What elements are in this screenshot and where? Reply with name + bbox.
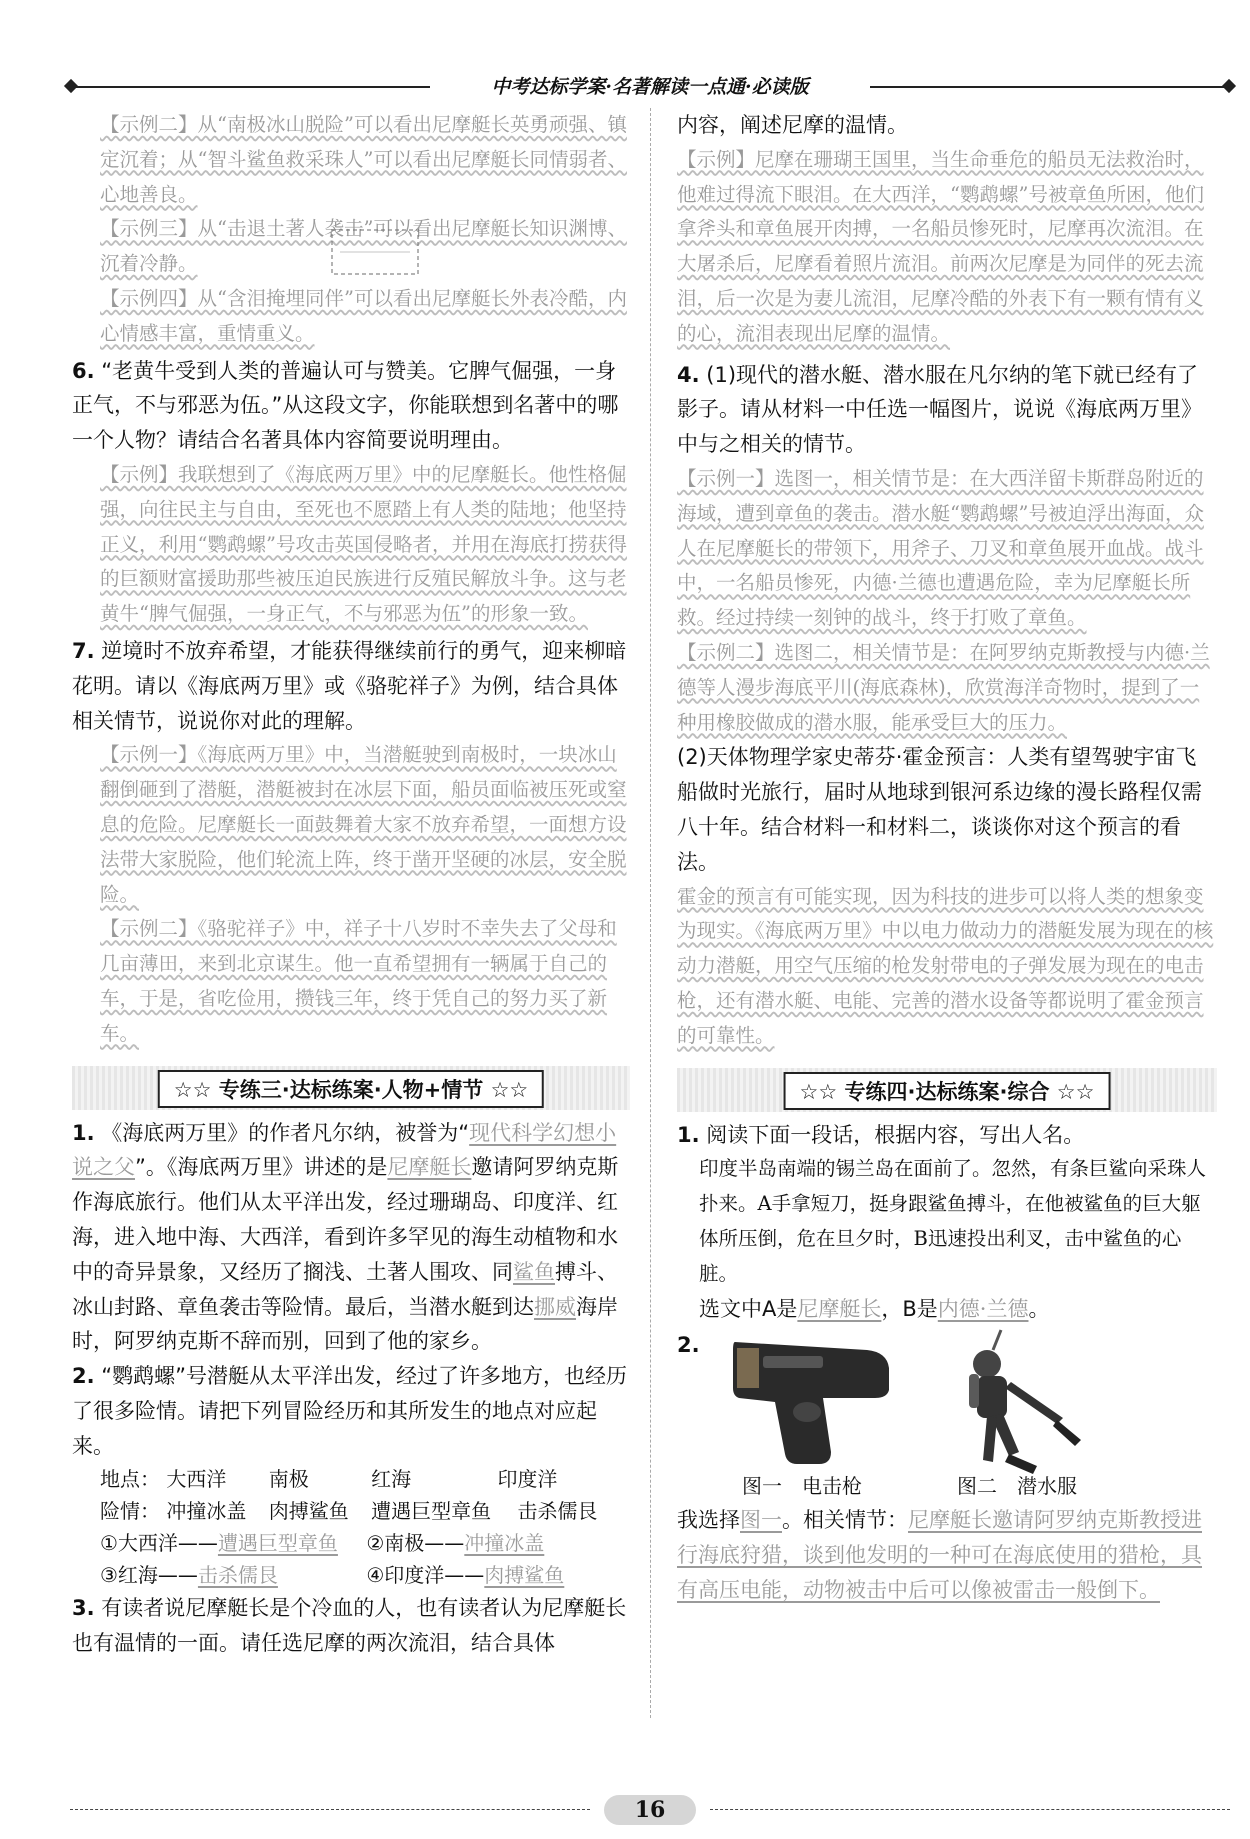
- s3-question-2: [72, 1359, 630, 1463]
- stamp-icon: [330, 228, 420, 276]
- s4-passage: 印度半岛南端的锡兰岛在面前了。忽然，有条巨鲨向采珠人扑来。A手拿短刀，挺身跟鲨鱼搏斗，在他被鲨鱼的巨大躯体所压倒，危在旦夕时，B迅速投出利叉，击中鲨鱼的心脏。: [699, 1157, 1207, 1285]
- q4-answer-example1: 【示例一】选图一，相关情节是：在大西洋留卡斯群岛附近的海域，遭到章鱼的袭击。潜水艇“鹦鹉螺”号被迫浮出海面，众人在尼摩艇长的带领下，用斧子、刀叉和章鱼展开血战。战斗中，一名船员惨死，内德·兰德也遭遇危险，幸为尼摩艇长所救。经过持续一刻钟的战斗，终于打败了章鱼。: [677, 466, 1204, 630]
- question-number: 3.: [72, 1596, 95, 1621]
- fill-blank: 图一: [740, 1508, 782, 1533]
- right-column: [677, 108, 1217, 1608]
- q5-answer-example4: 【示例四】从“含泪掩埋同伴”可以看出尼摩艇长外表冷酷，内心情感丰富，重情重义。: [100, 286, 627, 345]
- question-text: 有读者说尼摩艇长是个冷血的人，也有读者认为尼摩艇长也有温情的一面。请任选尼摩的两次流泪，结合具体: [72, 1596, 627, 1656]
- page-number: 16: [604, 1795, 696, 1825]
- section-4-title: ☆☆ 专练四·达标练案·综合 ☆☆: [784, 1072, 1111, 1110]
- answer-text: 我选择: [677, 1508, 740, 1533]
- question-number: 4.: [677, 362, 700, 387]
- question-number: 1.: [72, 1120, 95, 1145]
- fill-blank: 冲撞冰盖: [464, 1531, 545, 1556]
- s3-question-1: [72, 1116, 630, 1360]
- fill-blank: 现代科学幻想小说之父: [72, 1120, 617, 1180]
- fill-blank: 挪威: [534, 1294, 576, 1319]
- question-text: ”。《海底两万里》讲述的是: [135, 1155, 388, 1180]
- fill-blank: 尼摩艇长: [797, 1296, 882, 1321]
- diving-suit-image: [947, 1328, 1087, 1478]
- place-item: 红海: [371, 1467, 412, 1492]
- question-text: 逆境时不放弃希望，才能获得继续前行的勇气，迎来柳暗花明。请以《海底两万里》或《骆驼祥子》为例，结合具体相关情节，说说你对此的理解。: [72, 638, 627, 733]
- column-divider: [650, 108, 651, 1718]
- place-item: 大西洋: [166, 1467, 227, 1492]
- event-item: 肉搏鲨鱼: [268, 1499, 349, 1524]
- section-3-title: ☆☆ 专练三·达标练案·人物+情节 ☆☆: [158, 1070, 544, 1108]
- match-row-2: [72, 1559, 630, 1591]
- match-label: ①大西洋——: [100, 1531, 218, 1556]
- section-3-banner: [72, 1066, 630, 1110]
- answer-text: 选文中A是: [699, 1296, 798, 1321]
- events-label: 险情：: [100, 1499, 160, 1524]
- question-number: 6.: [72, 358, 95, 383]
- footer-rule-right: [710, 1809, 1230, 1810]
- section-4-banner: [677, 1068, 1217, 1112]
- question-number: 7.: [72, 638, 95, 663]
- header-rule-right: [870, 86, 1230, 88]
- question-text: (1)现代的潜水艇、潜水服在凡尔纳的笔下就已经有了影子。请从材料一中任选一幅图片，说说《海底两万里》中与之相关的情节。: [677, 362, 1202, 457]
- s4-question-2-answer: [677, 1503, 1217, 1607]
- s4-question-2-images: [677, 1328, 1217, 1503]
- header-title: 中考达标学案·名著解读一点通·必读版: [491, 76, 809, 98]
- question-text: 邀请阿罗纳克斯作海底旅行。他们从太平洋出发，经过珊瑚岛、印度洋、红海，进入地中海、大西洋，看到许多罕见的海生动植物和水中的奇异景象，又经历了搁浅、土著人围攻、同: [72, 1155, 619, 1284]
- figure-2-caption: 图二 潜水服: [957, 1474, 1077, 1499]
- event-item: 冲撞冰盖: [166, 1499, 247, 1524]
- question-4: [677, 358, 1217, 462]
- q5-answer-example3: 【示例三】从“击退土著人袭击”可以看出尼摩艇长知识渊博、沉着冷静。: [100, 217, 627, 276]
- q3-continuation: 内容，阐述尼摩的温情。: [677, 113, 908, 137]
- match-label: ④印度洋——: [366, 1563, 485, 1588]
- fill-blank: 肉搏鲨鱼: [484, 1563, 565, 1588]
- places-label: 地点：: [100, 1467, 160, 1492]
- answer-text: 。: [1028, 1296, 1050, 1321]
- place-item: 印度洋: [497, 1467, 558, 1492]
- question-text: 《海底两万里》的作者凡尔纳，被誉为“: [101, 1120, 470, 1145]
- event-item: 击杀儒艮: [517, 1499, 598, 1524]
- fill-blank: 尼摩艇长邀请阿罗纳克斯教授进行海底狩猎，谈到他发明的一种可在海底使用的猎枪，具有高压电能，动物被击中后可以像被雷击一般倒下。: [677, 1508, 1202, 1602]
- fill-blank: 鲨鱼: [513, 1259, 555, 1284]
- page-header: [70, 72, 1230, 102]
- event-item: 遭遇巨型章鱼: [371, 1499, 492, 1524]
- events-row: [72, 1495, 630, 1527]
- answer-text: 。相关情节：: [782, 1508, 908, 1533]
- question-number: 2.: [677, 1333, 700, 1358]
- q4-answer-part2: 霍金的预言有可能实现，因为科技的进步可以将人类的想象变为现实。《海底两万里》中以电力做动力的潜艇发展为现在的核动力潜艇，用空气压缩的枪发射带电的子弹发展为现在的电击枪，还有潜水艇、电能、完善的潜水设备等都说明了霍金预言的可靠性。: [677, 884, 1214, 1047]
- left-column: [72, 108, 630, 1661]
- question-text: “鹦鹉螺”号潜艇从太平洋出发，经过了许多地方，也经历了很多险情。请把下列冒险经历和其所发生的地点对应起来。: [72, 1364, 628, 1458]
- place-item: 南极: [268, 1467, 309, 1492]
- page-footer: [70, 1795, 1230, 1825]
- q7-answer-example2: 【示例二】《骆驼祥子》中，祥子十八岁时不幸失去了父母和几亩薄田，来到北京谋生。他一直希望拥有一辆属于自己的车，于是，省吃俭用，攒钱三年，终于凭自己的努力买了新车。: [100, 917, 617, 1045]
- fill-blank: 尼摩艇长: [387, 1155, 472, 1180]
- q4-answer-example2: 【示例二】选图二，相关情节是：在阿罗纳克斯教授与内德·兰德等人漫步海底平川(海底森林)，欣赏海洋奇物时，提到了一种用橡胶做成的潜水服，能承受巨大的压力。: [677, 640, 1210, 734]
- fill-blank: 内德·兰德: [937, 1296, 1029, 1321]
- match-row-1: [72, 1527, 630, 1559]
- question-4-part2: (2)天体物理学家史蒂芬·霍金预言：人类有望驾驶宇宙飞船做时光旅行，届时从地球到银河系边缘的漫长路程仅需八十年。结合材料一和材料二，谈谈你对这个预言的看法。: [677, 745, 1202, 874]
- question-text: 阅读下面一段话，根据内容，写出人名。: [706, 1122, 1085, 1147]
- fill-blank: 击杀儒艮: [197, 1563, 278, 1588]
- match-label: ②南极——: [366, 1531, 465, 1556]
- s3-question-3: [72, 1591, 630, 1661]
- q6-answer: 【示例】我联想到了《海底两万里》中的尼摩艇长。他性格倔强，向往民主与自由，至死也不愿踏上有人类的陆地；他坚持正义，利用“鹦鹉螺”号攻击英国侵略者，并用在海底打捞获得的巨额财富援助那些被压迫民族进行反殖民解放斗争。这与老黄牛“脾气倔强，一身正气，不与邪恶为伍”的形象一致。: [100, 462, 627, 626]
- question-number: 2.: [72, 1364, 95, 1389]
- question-text: 搏斗、冰山封路、章鱼袭击等险情。最后，当潜水艇到达: [72, 1259, 618, 1319]
- figure-1-caption: 图一 电击枪: [742, 1474, 862, 1499]
- footer-rule-left: [70, 1809, 590, 1810]
- q7-answer-example1: 【示例一】《海底两万里》中，当潜艇驶到南极时，一块冰山翻倒砸到了潜艇，潜艇被封在冰层下面，船员面临被压死或窒息的危险。尼摩艇长一面鼓舞着大家不放弃希望，一面想方设法带大家脱险，他们轮流上阵，终于凿开坚硬的冰层，安全脱险。: [100, 743, 627, 906]
- q3-answer: 【示例】尼摩在珊瑚王国里，当生命垂危的船员无法救治时，他难过得流下眼泪。在大西洋，“鹦鹉螺”号被章鱼所困，他们拿斧头和章鱼展开肉搏，一名船员惨死时，尼摩再次流泪。在大屠杀后，尼摩看着照片流泪。前两次尼摩是为同伴的死去流泪，后一次是为妻儿流泪，尼摩冷酷的外表下有一颗有情有义的心，流泪表现出尼摩的温情。: [677, 147, 1204, 345]
- fill-blank: 遭遇巨型章鱼: [217, 1531, 338, 1556]
- stun-gun-image: [727, 1332, 897, 1472]
- question-text: 海岸时，阿罗纳克斯不辞而别，回到了他的家乡。: [72, 1294, 618, 1354]
- match-label: ③红海——: [100, 1563, 198, 1588]
- s4-answer-line: [677, 1292, 1217, 1327]
- answer-text: ，B是: [881, 1296, 938, 1321]
- q5-answer-example2: 【示例二】从“南极冰山脱险”可以看出尼摩艇长英勇顽强、镇定沉着；从“智斗鲨鱼救采珠人”可以看出尼摩艇长同情弱者、心地善良。: [100, 113, 627, 206]
- question-6: [72, 354, 630, 458]
- question-number: 1.: [677, 1122, 700, 1147]
- question-7: [72, 634, 630, 738]
- question-text: “老黄牛受到人类的普遍认可与赞美。它脾气倔强，一身正气，不与邪恶为伍。”从这段文字，你能联想到名著中的哪一个人物？请结合名著具体内容简要说明理由。: [72, 358, 619, 453]
- s4-question-1: [677, 1118, 1217, 1153]
- places-row: [72, 1463, 630, 1495]
